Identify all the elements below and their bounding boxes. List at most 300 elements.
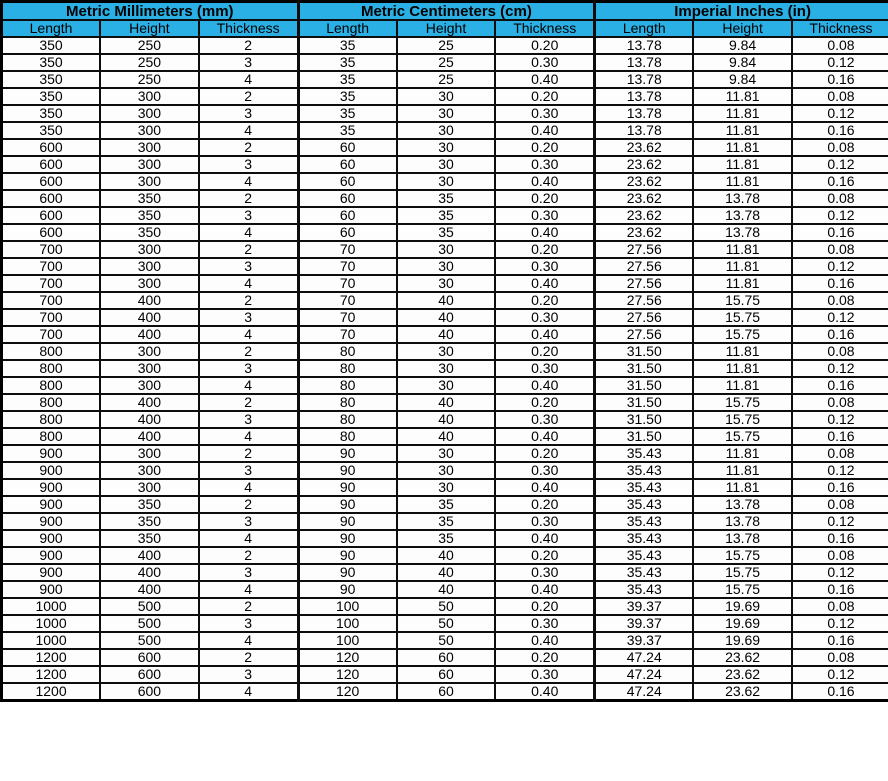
table-row (2, 173, 888, 190)
cell: 700 (2, 326, 101, 343)
cell: 35 (397, 513, 496, 530)
cell: 11.81 (693, 479, 792, 496)
cell: 30 (397, 343, 496, 360)
cell: 27.56 (595, 326, 694, 343)
table-row (2, 88, 888, 105)
cell: 39.37 (595, 598, 694, 615)
cell: 39.37 (595, 615, 694, 632)
cell: 350 (100, 530, 199, 547)
table-row (2, 564, 888, 581)
cell: 35.43 (595, 513, 694, 530)
cell: 70 (298, 258, 397, 275)
cell: 1200 (2, 683, 101, 701)
cell: 0.40 (495, 326, 594, 343)
cell: 4 (199, 581, 298, 598)
cell: 0.08 (792, 292, 888, 309)
cell: 30 (397, 173, 496, 190)
cell: 35 (298, 105, 397, 122)
cell: 300 (100, 173, 199, 190)
cell: 0.16 (792, 530, 888, 547)
cell: 13.78 (693, 207, 792, 224)
table-row (2, 462, 888, 479)
cell: 2 (199, 649, 298, 666)
cell: 35 (298, 88, 397, 105)
cell: 1000 (2, 615, 101, 632)
cell: 0.12 (792, 54, 888, 71)
cell: 2 (199, 139, 298, 156)
cell: 23.62 (595, 173, 694, 190)
cell: 800 (2, 428, 101, 445)
cell: 350 (100, 513, 199, 530)
cell: 2 (199, 547, 298, 564)
cell: 900 (2, 547, 101, 564)
group-header-cm: Metric Centimeters (cm) (298, 2, 595, 21)
cell: 80 (298, 394, 397, 411)
cell: 80 (298, 377, 397, 394)
cell: 15.75 (693, 292, 792, 309)
cell: 0.30 (495, 156, 594, 173)
cell: 3 (199, 411, 298, 428)
column-header-in-thickness: Thickness (792, 20, 888, 37)
cell: 600 (2, 173, 101, 190)
cell: 9.84 (693, 54, 792, 71)
cell: 0.12 (792, 513, 888, 530)
table-row (2, 513, 888, 530)
table-row (2, 139, 888, 156)
cell: 0.20 (495, 139, 594, 156)
cell: 400 (100, 428, 199, 445)
cell: 70 (298, 275, 397, 292)
table-row (2, 105, 888, 122)
cell: 0.40 (495, 683, 594, 701)
group-header-row (2, 2, 888, 21)
cell: 30 (397, 122, 496, 139)
cell: 350 (2, 54, 101, 71)
cell: 27.56 (595, 258, 694, 275)
cell: 0.40 (495, 224, 594, 241)
cell: 0.30 (495, 411, 594, 428)
table-row (2, 666, 888, 683)
cell: 400 (100, 292, 199, 309)
cell: 4 (199, 122, 298, 139)
cell: 350 (2, 105, 101, 122)
cell: 2 (199, 445, 298, 462)
cell: 0.12 (792, 615, 888, 632)
cell: 300 (100, 479, 199, 496)
cell: 0.20 (495, 37, 594, 54)
cell: 19.69 (693, 615, 792, 632)
cell: 35.43 (595, 479, 694, 496)
cell: 30 (397, 360, 496, 377)
table-row (2, 190, 888, 207)
cell: 9.84 (693, 37, 792, 54)
cell: 0.12 (792, 564, 888, 581)
cell: 0.16 (792, 71, 888, 88)
cell: 40 (397, 428, 496, 445)
cell: 13.78 (595, 88, 694, 105)
column-header-in-height: Height (693, 20, 792, 37)
cell: 3 (199, 207, 298, 224)
cell: 0.16 (792, 377, 888, 394)
cell: 4 (199, 479, 298, 496)
cell: 13.78 (693, 513, 792, 530)
cell: 15.75 (693, 326, 792, 343)
cell: 400 (100, 564, 199, 581)
cell: 4 (199, 71, 298, 88)
cell: 40 (397, 326, 496, 343)
cell: 25 (397, 37, 496, 54)
cell: 90 (298, 496, 397, 513)
cell: 350 (100, 224, 199, 241)
cell: 900 (2, 581, 101, 598)
cell: 0.20 (495, 190, 594, 207)
cell: 0.20 (495, 88, 594, 105)
cell: 0.40 (495, 632, 594, 649)
table-row (2, 343, 888, 360)
cell: 900 (2, 530, 101, 547)
cell: 350 (2, 88, 101, 105)
cell: 2 (199, 292, 298, 309)
cell: 4 (199, 683, 298, 701)
cell: 3 (199, 54, 298, 71)
cell: 27.56 (595, 292, 694, 309)
table-row (2, 445, 888, 462)
column-header-cm-thickness: Thickness (495, 20, 594, 37)
cell: 2 (199, 88, 298, 105)
cell: 4 (199, 173, 298, 190)
cell: 35.43 (595, 547, 694, 564)
cell: 0.08 (792, 394, 888, 411)
cell: 2 (199, 496, 298, 513)
cell: 0.08 (792, 88, 888, 105)
cell: 60 (397, 649, 496, 666)
cell: 39.37 (595, 632, 694, 649)
cell: 300 (100, 241, 199, 258)
cell: 23.62 (595, 207, 694, 224)
cell: 0.16 (792, 122, 888, 139)
table-row (2, 428, 888, 445)
cell: 15.75 (693, 411, 792, 428)
cell: 0.30 (495, 462, 594, 479)
cell: 120 (298, 666, 397, 683)
cell: 0.30 (495, 105, 594, 122)
cell: 15.75 (693, 428, 792, 445)
cell: 900 (2, 513, 101, 530)
cell: 100 (298, 598, 397, 615)
cell: 350 (100, 207, 199, 224)
cell: 15.75 (693, 564, 792, 581)
cell: 15.75 (693, 394, 792, 411)
cell: 700 (2, 309, 101, 326)
cell: 1000 (2, 632, 101, 649)
cell: 0.30 (495, 564, 594, 581)
group-header-in: Imperial Inches (in) (595, 2, 888, 21)
cell: 35 (298, 122, 397, 139)
cell: 0.08 (792, 598, 888, 615)
cell: 800 (2, 360, 101, 377)
cell: 0.30 (495, 513, 594, 530)
cell: 11.81 (693, 445, 792, 462)
cell: 0.30 (495, 207, 594, 224)
table-row (2, 224, 888, 241)
cell: 30 (397, 479, 496, 496)
cell: 3 (199, 105, 298, 122)
table-row (2, 615, 888, 632)
cell: 400 (100, 411, 199, 428)
cell: 35 (397, 207, 496, 224)
table-row (2, 632, 888, 649)
cell: 31.50 (595, 343, 694, 360)
cell: 4 (199, 632, 298, 649)
cell: 2 (199, 343, 298, 360)
table-row (2, 156, 888, 173)
cell: 1200 (2, 649, 101, 666)
cell: 30 (397, 139, 496, 156)
cell: 0.30 (495, 360, 594, 377)
cell: 11.81 (693, 122, 792, 139)
cell: 0.08 (792, 190, 888, 207)
cell: 300 (100, 122, 199, 139)
table-row (2, 479, 888, 496)
cell: 300 (100, 462, 199, 479)
table-row (2, 258, 888, 275)
cell: 250 (100, 54, 199, 71)
cell: 0.16 (792, 683, 888, 701)
cell: 4 (199, 224, 298, 241)
cell: 0.12 (792, 411, 888, 428)
cell: 2 (199, 598, 298, 615)
cell: 47.24 (595, 666, 694, 683)
cell: 0.16 (792, 428, 888, 445)
group-header-mm: Metric Millimeters (mm) (2, 2, 299, 21)
cell: 50 (397, 598, 496, 615)
cell: 3 (199, 666, 298, 683)
cell: 120 (298, 649, 397, 666)
cell: 90 (298, 462, 397, 479)
cell: 27.56 (595, 241, 694, 258)
table-row (2, 71, 888, 88)
cell: 60 (397, 666, 496, 683)
cell: 300 (100, 88, 199, 105)
cell: 23.62 (595, 139, 694, 156)
cell: 70 (298, 292, 397, 309)
cell: 3 (199, 615, 298, 632)
cell: 100 (298, 632, 397, 649)
cell: 15.75 (693, 309, 792, 326)
cell: 90 (298, 513, 397, 530)
cell: 35.43 (595, 530, 694, 547)
table-row (2, 581, 888, 598)
cell: 120 (298, 683, 397, 701)
cell: 13.78 (595, 54, 694, 71)
cell: 500 (100, 632, 199, 649)
table-row (2, 54, 888, 71)
cell: 31.50 (595, 411, 694, 428)
cell: 60 (298, 190, 397, 207)
table-row (2, 598, 888, 615)
cell: 350 (100, 496, 199, 513)
cell: 2 (199, 241, 298, 258)
cell: 300 (100, 258, 199, 275)
cell: 30 (397, 88, 496, 105)
cell: 0.40 (495, 581, 594, 598)
cell: 47.24 (595, 649, 694, 666)
cell: 0.40 (495, 173, 594, 190)
cell: 23.62 (595, 224, 694, 241)
cell: 23.62 (693, 683, 792, 701)
cell: 11.81 (693, 241, 792, 258)
cell: 3 (199, 258, 298, 275)
table-row (2, 292, 888, 309)
table-row (2, 377, 888, 394)
column-header-mm-height: Height (100, 20, 199, 37)
cell: 25 (397, 71, 496, 88)
table-row (2, 207, 888, 224)
cell: 30 (397, 462, 496, 479)
cell: 35.43 (595, 462, 694, 479)
cell: 70 (298, 326, 397, 343)
cell: 300 (100, 377, 199, 394)
cell: 30 (397, 258, 496, 275)
cell: 0.16 (792, 632, 888, 649)
cell: 350 (100, 190, 199, 207)
cell: 3 (199, 564, 298, 581)
cell: 3 (199, 360, 298, 377)
cell: 0.12 (792, 360, 888, 377)
cell: 0.30 (495, 54, 594, 71)
table-row (2, 122, 888, 139)
cell: 1200 (2, 666, 101, 683)
cell: 350 (2, 37, 101, 54)
cell: 23.62 (693, 649, 792, 666)
cell: 0.30 (495, 258, 594, 275)
cell: 11.81 (693, 462, 792, 479)
cell: 40 (397, 581, 496, 598)
cell: 4 (199, 530, 298, 547)
cell: 35.43 (595, 564, 694, 581)
cell: 500 (100, 598, 199, 615)
cell: 400 (100, 309, 199, 326)
cell: 40 (397, 309, 496, 326)
column-header-mm-length: Length (2, 20, 101, 37)
cell: 4 (199, 275, 298, 292)
cell: 3 (199, 156, 298, 173)
column-header-mm-thickness: Thickness (199, 20, 298, 37)
cell: 0.30 (495, 666, 594, 683)
cell: 40 (397, 292, 496, 309)
column-header-in-length: Length (595, 20, 694, 37)
cell: 11.81 (693, 377, 792, 394)
cell: 70 (298, 309, 397, 326)
cell: 0.16 (792, 224, 888, 241)
cell: 800 (2, 411, 101, 428)
cell: 800 (2, 394, 101, 411)
cell: 0.20 (495, 292, 594, 309)
cell: 30 (397, 241, 496, 258)
cell: 0.20 (495, 496, 594, 513)
cell: 4 (199, 326, 298, 343)
cell: 0.08 (792, 343, 888, 360)
cell: 35 (397, 190, 496, 207)
cell: 35 (298, 71, 397, 88)
cell: 13.78 (595, 71, 694, 88)
cell: 0.40 (495, 479, 594, 496)
cell: 300 (100, 445, 199, 462)
cell: 300 (100, 105, 199, 122)
cell: 70 (298, 241, 397, 258)
column-header-cm-height: Height (397, 20, 496, 37)
cell: 13.78 (595, 37, 694, 54)
cell: 0.12 (792, 207, 888, 224)
cell: 80 (298, 411, 397, 428)
cell: 1000 (2, 598, 101, 615)
cell: 0.12 (792, 105, 888, 122)
cell: 0.08 (792, 37, 888, 54)
cell: 13.78 (693, 224, 792, 241)
cell: 900 (2, 564, 101, 581)
cell: 90 (298, 479, 397, 496)
cell: 11.81 (693, 88, 792, 105)
table-row (2, 241, 888, 258)
cell: 900 (2, 496, 101, 513)
cell: 11.81 (693, 139, 792, 156)
cell: 300 (100, 275, 199, 292)
cell: 31.50 (595, 377, 694, 394)
cell: 600 (2, 139, 101, 156)
cell: 0.40 (495, 122, 594, 139)
cell: 35 (298, 37, 397, 54)
table-row (2, 360, 888, 377)
cell: 0.20 (495, 445, 594, 462)
cell: 90 (298, 445, 397, 462)
cell: 0.20 (495, 343, 594, 360)
column-header-row (2, 20, 888, 37)
cell: 800 (2, 377, 101, 394)
cell: 300 (100, 343, 199, 360)
cell: 35 (397, 496, 496, 513)
cell: 0.12 (792, 156, 888, 173)
cell: 600 (2, 207, 101, 224)
cell: 400 (100, 326, 199, 343)
cell: 600 (100, 666, 199, 683)
table-row (2, 530, 888, 547)
cell: 0.20 (495, 241, 594, 258)
cell: 31.50 (595, 360, 694, 377)
cell: 30 (397, 156, 496, 173)
table-row (2, 309, 888, 326)
cell: 700 (2, 241, 101, 258)
cell: 60 (298, 173, 397, 190)
cell: 11.81 (693, 156, 792, 173)
cell: 40 (397, 394, 496, 411)
cell: 30 (397, 377, 496, 394)
table-row (2, 649, 888, 666)
cell: 30 (397, 105, 496, 122)
cell: 35.43 (595, 445, 694, 462)
cell: 0.16 (792, 581, 888, 598)
cell: 11.81 (693, 105, 792, 122)
cell: 100 (298, 615, 397, 632)
cell: 900 (2, 462, 101, 479)
cell: 13.78 (693, 190, 792, 207)
cell: 0.08 (792, 445, 888, 462)
cell: 40 (397, 564, 496, 581)
cell: 0.08 (792, 547, 888, 564)
cell: 15.75 (693, 547, 792, 564)
cell: 0.20 (495, 649, 594, 666)
cell: 300 (100, 360, 199, 377)
cell: 0.20 (495, 394, 594, 411)
